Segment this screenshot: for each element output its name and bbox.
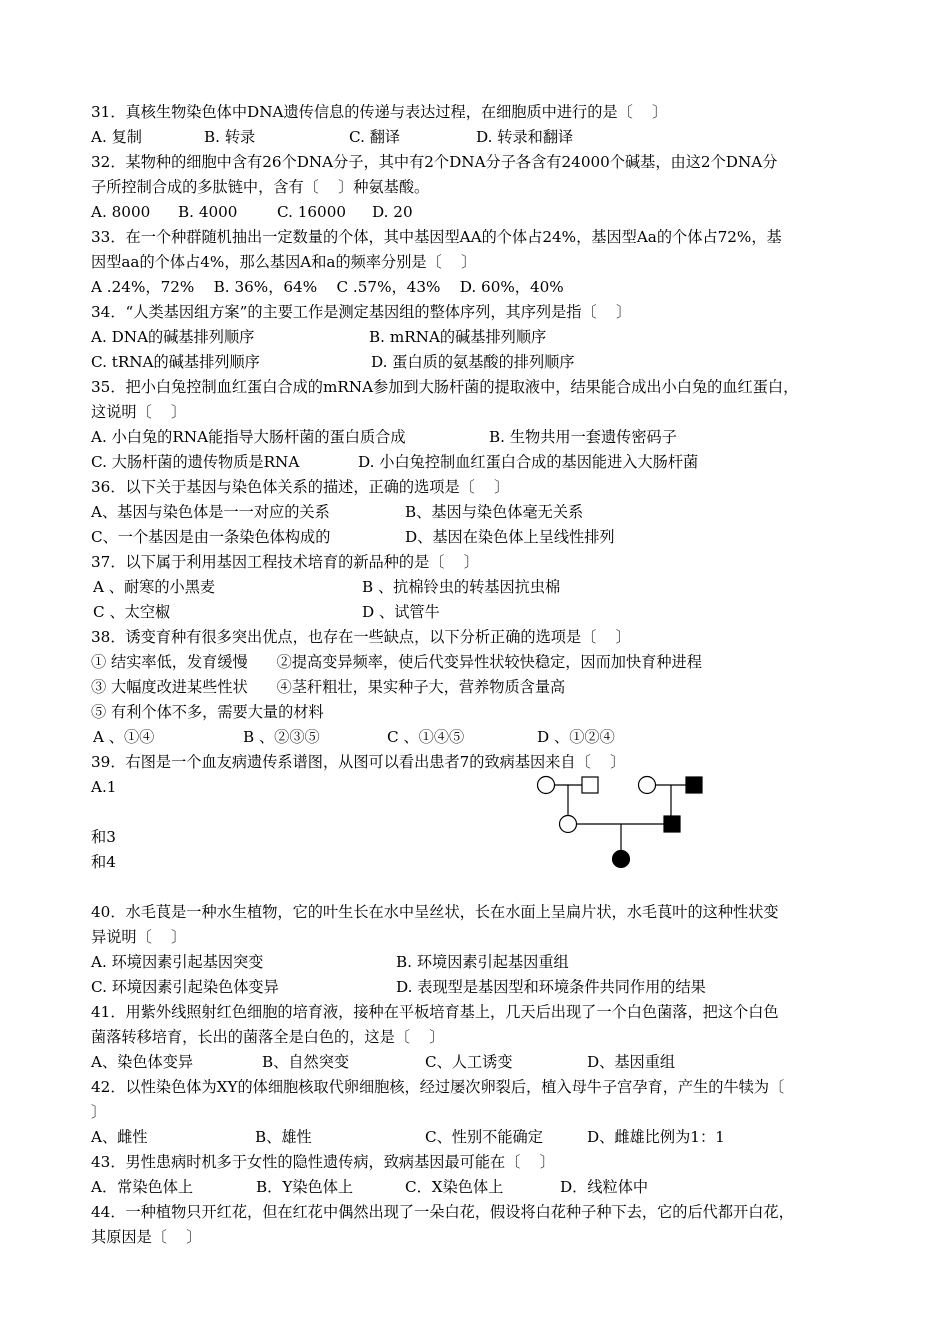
q35-option-a: A. 小白兔的RNA能指导大肠杆菌的蛋白质合成	[91, 428, 406, 446]
q38-option-b: B 、②③⑤	[243, 728, 320, 746]
q32-stem-line2: 子所控制合成的多肽链中，含有〔 〕种氨基酸。	[91, 178, 430, 196]
q42-stem-line2: 〕	[91, 1103, 107, 1121]
q39-option-fragment-1: A.1	[91, 778, 117, 796]
pedigree-male-normal-2	[582, 777, 598, 793]
q31-option-d: D. 转录和翻译	[476, 128, 574, 146]
q42-option-a: A、雌性	[91, 1128, 148, 1146]
q34-option-c: C. tRNA的碱基排列顺序	[91, 353, 260, 371]
pedigree-female-normal-5	[560, 816, 577, 833]
pedigree-male-affected-4	[686, 777, 702, 793]
q33-stem-line1: 33．在一个种群随机抽出一定数量的个体，其中基因型AA的个体占24%，基因型Aa的个体占72%，基	[91, 228, 782, 246]
q43-option-c: C．X染色体上	[405, 1178, 504, 1196]
q40-stem-line2: 异说明〔 〕	[91, 928, 187, 946]
q35-option-b: B. 生物共用一套遗传密码子	[489, 428, 677, 446]
q38-statement-1: ① 结实率低，发育缓慢 ②提高变异频率，使后代变异性状较快稳定，因而加快育种进程	[91, 653, 702, 671]
q41-option-d: D、基因重组	[587, 1053, 676, 1071]
q40-stem-line1: 40．水毛茛是一种水生植物，它的叶生长在水中呈丝状，长在水面上呈扁片状，水毛茛叶的这种性状变	[91, 903, 779, 921]
q34-option-a: A. DNA的碱基排列顺序	[91, 328, 255, 346]
pedigree-female-normal-1	[538, 777, 555, 794]
q41-stem-line1: 41．用紫外线照射红色细胞的培育液，接种在平板培育基上，几天后出现了一个白色菌落，把这个白色	[91, 1003, 779, 1021]
q41-option-a: A、染色体变异	[91, 1053, 194, 1071]
q32-option-a: A. 8000	[91, 203, 151, 221]
q36-option-a: A、基因与染色体是一一对应的关系	[91, 503, 330, 521]
q36-option-c: C、一个基因是由一条染色体构成的	[91, 528, 331, 546]
q43-option-d: D．线粒体中	[560, 1178, 649, 1196]
hemophilia-pedigree-diagram	[520, 768, 720, 878]
q40-option-c: C. 环境因素引起染色体变异	[91, 978, 279, 996]
q32-option-b: B. 4000	[178, 203, 238, 221]
q39-stem: 39．右图是一个血友病遗传系谱图，从图可以看出患者7的致病基因来自〔 〕	[91, 753, 626, 771]
q32-option-d: D. 20	[372, 203, 413, 221]
q40-option-d: D. 表现型是基因型和环境条件共同作用的结果	[396, 978, 706, 996]
q38-option-a: A 、①④	[93, 728, 155, 746]
q35-stem-line1: 35．把小白兔控制血红蛋白合成的mRNA参加到大肠杆菌的提取液中，结果能合成出小白兔的血红蛋白，	[91, 378, 799, 396]
q31-stem: 31．真核生物染色体中DNA遗传信息的传递与表达过程，在细胞质中进行的是〔 〕	[91, 103, 668, 121]
q38-option-d: D 、①②④	[537, 728, 615, 746]
q40-option-a: A. 环境因素引起基因突变	[91, 953, 264, 971]
q39-option-fragment-3: 和4	[91, 853, 116, 871]
q33-stem-line2: 因型aa的个体占4%，那么基因A和a的频率分别是〔 〕	[91, 253, 477, 271]
q39-option-fragment-2: 和3	[91, 828, 116, 846]
q34-stem: 34．“人类基因组方案”的主要工作是测定基因组的整体序列，其序列是指〔 〕	[91, 303, 632, 321]
q38-statement-3: ⑤ 有利个体不多，需要大量的材料	[91, 703, 324, 721]
pedigree-male-affected-6	[664, 816, 680, 832]
q42-stem-line1: 42．以性染色体为XY的体细胞核取代卵细胞核，经过屡次卵裂后，植入母牛子宫孕育，产生的牛犊为〔	[91, 1078, 785, 1096]
q41-stem-line2: 菌落转移培育，长出的菌落全是白色的，这是〔 〕	[91, 1028, 445, 1046]
q43-option-b: B．Y染色体上	[256, 1178, 354, 1196]
q40-option-b: B. 环境因素引起基因重组	[396, 953, 569, 971]
q38-statement-2: ③ 大幅度改进某些性状 ④茎秆粗壮，果实种子大，营养物质含量高	[91, 678, 566, 696]
q31-option-b: B. 转录	[204, 128, 256, 146]
q44-stem-line1: 44．一种植物只开红花，但在红花中偶然出现了一朵白花，假设将白花种子种下去，它的后代都开白花，	[91, 1203, 794, 1221]
q37-option-c: C 、太空椒	[93, 603, 171, 621]
q31-option-a: A. 复制	[91, 128, 142, 146]
q38-option-c: C 、①④⑤	[387, 728, 465, 746]
q34-option-b: B. mRNA的碱基排列顺序	[369, 328, 547, 346]
q43-stem: 43．男性患病时机多于女性的隐性遗传病，致病基因最可能在〔 〕	[91, 1153, 555, 1171]
q35-option-c: C. 大肠杆菌的遗传物质是RNA	[91, 453, 300, 471]
q42-option-b: B、雄性	[255, 1128, 312, 1146]
q33-options: A .24%，72% B. 36%，64% C .57%，43% D. 60%，40%	[91, 278, 564, 296]
q42-option-c: C、性别不能确定	[425, 1128, 543, 1146]
q36-option-b: B、基因与染色体毫无关系	[405, 503, 584, 521]
q37-stem: 37．以下属于利用基因工程技术培育的新品种的是〔 〕	[91, 553, 479, 571]
q34-option-d: D. 蛋白质的氨基酸的排列顺序	[371, 353, 575, 371]
q37-option-b: B 、抗棉铃虫的转基因抗虫棉	[362, 578, 561, 596]
q31-option-c: C. 翻译	[349, 128, 401, 146]
q36-option-d: D、基因在染色体上呈线性排列	[405, 528, 615, 546]
q35-stem-line2: 这说明〔 〕	[91, 403, 187, 421]
q35-option-d: D. 小白兔控制血红蛋白合成的基因能进入大肠杆菌	[358, 453, 699, 471]
q43-option-a: A．常染色体上	[91, 1178, 194, 1196]
q42-option-d: D、雌雄比例为1：1	[587, 1128, 725, 1146]
q32-stem-line1: 32．某物种的细胞中含有26个DNA分子，其中有2个DNA分子各含有24000个碱基，由这2个DNA分	[91, 153, 778, 171]
q41-option-b: B、自然突变	[262, 1053, 350, 1071]
pedigree-female-normal-3	[639, 777, 656, 794]
q32-option-c: C. 16000	[277, 203, 347, 221]
q38-stem: 38．诱变育种有很多突出优点，也存在一些缺点，以下分析正确的选项是〔 〕	[91, 628, 631, 646]
q36-stem: 36．以下关于基因与染色体关系的描述，正确的选项是〔 〕	[91, 478, 510, 496]
q41-option-c: C、人工诱变	[425, 1053, 513, 1071]
q37-option-a: A 、耐寒的小黑麦	[93, 578, 216, 596]
pedigree-female-affected-7	[613, 851, 630, 868]
q44-stem-line2: 其原因是〔 〕	[91, 1228, 202, 1246]
q37-option-d: D 、试管牛	[362, 603, 440, 621]
